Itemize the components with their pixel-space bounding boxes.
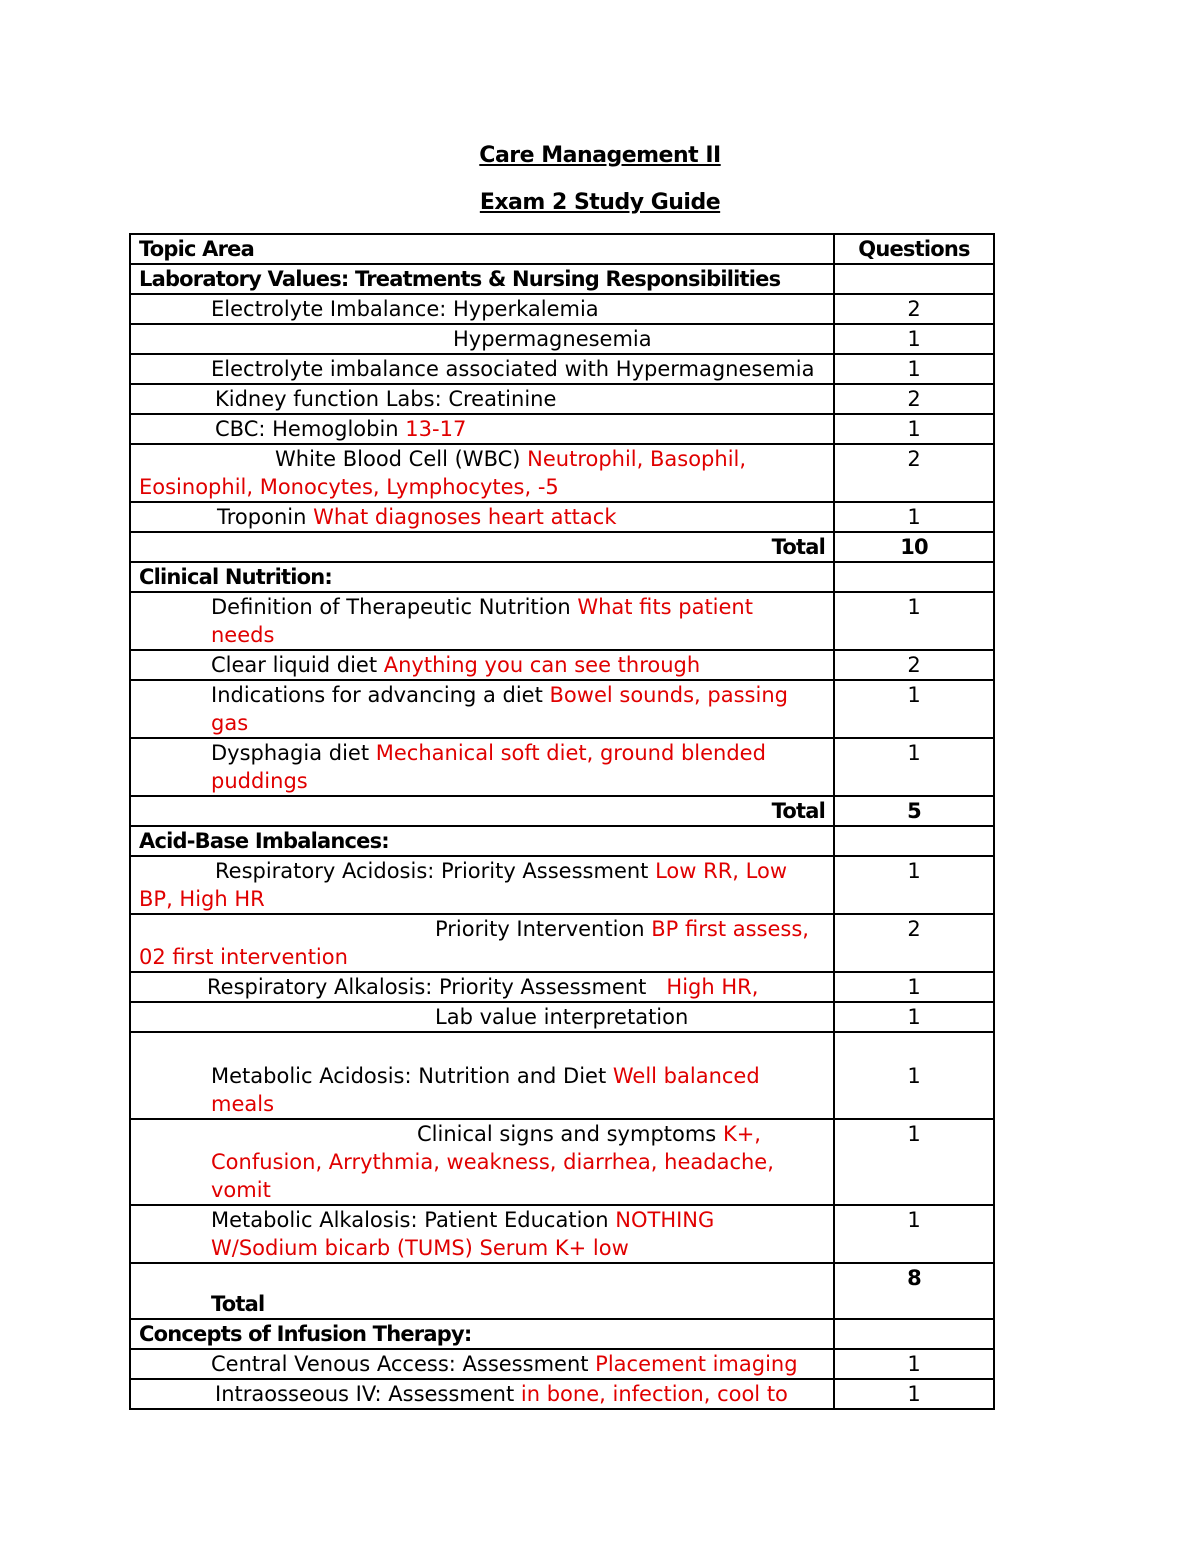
topic-text: Indications for advancing a diet <box>211 683 550 707</box>
table-row <box>130 1205 994 1263</box>
topic-text: Respiratory Alkalosis: Priority Assessment <box>207 975 667 999</box>
topic-note: in bone, infection, cool to <box>520 1382 788 1406</box>
question-count: 2 <box>834 650 994 680</box>
table-row <box>130 354 994 384</box>
header-row <box>130 234 994 264</box>
topic-text: Lab value interpretation <box>435 1005 689 1029</box>
header-questions: Questions <box>834 234 994 264</box>
topic-note: Mechanical soft diet, ground blended puddings <box>211 741 766 793</box>
question-count: 1 <box>834 502 994 532</box>
question-count: 1 <box>834 738 994 796</box>
topic-note: BP first assess, 02 first intervention <box>139 917 809 969</box>
question-count: 2 <box>834 294 994 324</box>
question-count: 1 <box>834 856 994 914</box>
topic-text: Metabolic Acidosis: Nutrition and Diet <box>211 1064 613 1088</box>
topic-text: CBC: Hemoglobin <box>215 417 406 441</box>
total-label: Total <box>130 796 834 826</box>
topic-note: High HR, <box>666 975 759 999</box>
topic-text: Clear liquid diet <box>211 653 384 677</box>
question-count: 1 <box>834 324 994 354</box>
topic-text: Dysphagia diet <box>211 741 376 765</box>
total-label: Total <box>130 1263 834 1319</box>
topic-text: Clinical signs and symptoms <box>417 1122 723 1146</box>
table-row <box>130 502 994 532</box>
topic-text: Respiratory Acidosis: Priority Assessment <box>215 859 656 883</box>
topic-text: Troponin <box>217 505 314 529</box>
topic-text: Electrolyte imbalance associated with Hypermagnesemia <box>211 357 815 381</box>
question-count: 1 <box>834 972 994 1002</box>
topic-text: Priority Intervention <box>435 917 652 941</box>
topic-note: Well balanced meals <box>211 1064 760 1116</box>
question-count: 1 <box>834 1119 994 1205</box>
study-guide-table <box>129 233 995 1410</box>
total-row <box>130 796 994 826</box>
topic-text: White Blood Cell (WBC) <box>275 447 528 471</box>
topic-text: Hypermagnesemia <box>453 327 652 351</box>
section-heading-row <box>130 1319 994 1349</box>
header-topic: Topic Area <box>130 234 834 264</box>
table-row <box>130 444 994 502</box>
total-row <box>130 532 994 562</box>
question-count: 1 <box>834 680 994 738</box>
table-row <box>130 1349 994 1379</box>
total-value: 10 <box>834 532 994 562</box>
topic-text: Kidney function Labs: Creatinine <box>215 387 557 411</box>
table-row <box>130 294 994 324</box>
table-row <box>130 324 994 354</box>
question-count: 1 <box>834 592 994 650</box>
table-row <box>130 1119 994 1205</box>
topic-note: Placement imaging <box>595 1352 798 1376</box>
topic-note: K+, Confusion, Arrythmia, weakness, diarrhea, headache, vomit <box>211 1122 774 1202</box>
table-row <box>130 592 994 650</box>
table-row <box>130 414 994 444</box>
table-row <box>130 1032 994 1119</box>
question-count: 1 <box>834 414 994 444</box>
table-row <box>130 384 994 414</box>
table-row <box>130 972 994 1002</box>
topic-note: Low RR, Low BP, High HR <box>139 859 787 911</box>
question-count: 1 <box>834 1379 994 1409</box>
section-heading-row <box>130 562 994 592</box>
section-heading-row <box>130 264 994 294</box>
total-value: 5 <box>834 796 994 826</box>
topic-text: Intraosseous IV: Assessment <box>215 1382 521 1406</box>
document-subtitle: Exam 2 Study Guide <box>479 190 721 215</box>
topic-text: Metabolic Alkalosis: Patient Education <box>211 1208 616 1232</box>
section-heading: Clinical Nutrition: <box>130 562 834 592</box>
total-label: Total <box>130 532 834 562</box>
table-row <box>130 650 994 680</box>
section-heading: Concepts of Infusion Therapy: <box>130 1319 834 1349</box>
section-heading: Acid-Base Imbalances: <box>130 826 834 856</box>
table-row <box>130 680 994 738</box>
table-row <box>130 914 994 972</box>
section-heading-row <box>130 826 994 856</box>
table-row <box>130 856 994 914</box>
table-row <box>130 1379 994 1409</box>
topic-text: Electrolyte Imbalance: Hyperkalemia <box>211 297 599 321</box>
question-count: 1 <box>834 1205 994 1263</box>
document-title: Care Management II <box>479 143 721 168</box>
question-count: 2 <box>834 914 994 972</box>
total-row <box>130 1263 994 1319</box>
topic-text: Central Venous Access: Assessment <box>211 1352 596 1376</box>
topic-note: Bowel sounds, passing gas <box>211 683 788 735</box>
total-value: 8 <box>834 1263 994 1319</box>
topic-note: Anything you can see through <box>383 653 701 677</box>
question-count: 1 <box>834 354 994 384</box>
section-heading: Laboratory Values: Treatments & Nursing Responsibilities <box>130 264 834 294</box>
question-count: 1 <box>834 1032 994 1119</box>
question-count: 2 <box>834 444 994 502</box>
topic-note: 13-17 <box>405 417 467 441</box>
topic-note: NOTHING W/Sodium bicarb (TUMS) Serum K+ low <box>211 1208 715 1260</box>
table-row <box>130 1002 994 1032</box>
topic-note: What diagnoses heart attack <box>313 505 617 529</box>
question-count: 2 <box>834 384 994 414</box>
question-count: 1 <box>834 1002 994 1032</box>
topic-note: What fits patient needs <box>211 595 753 647</box>
question-count: 1 <box>834 1349 994 1379</box>
topic-text: Definition of Therapeutic Nutrition <box>211 595 578 619</box>
table-row <box>130 738 994 796</box>
topic-note: Neutrophil, Basophil, Eosinophil, Monocytes, Lymphocytes, -5 <box>139 447 747 499</box>
